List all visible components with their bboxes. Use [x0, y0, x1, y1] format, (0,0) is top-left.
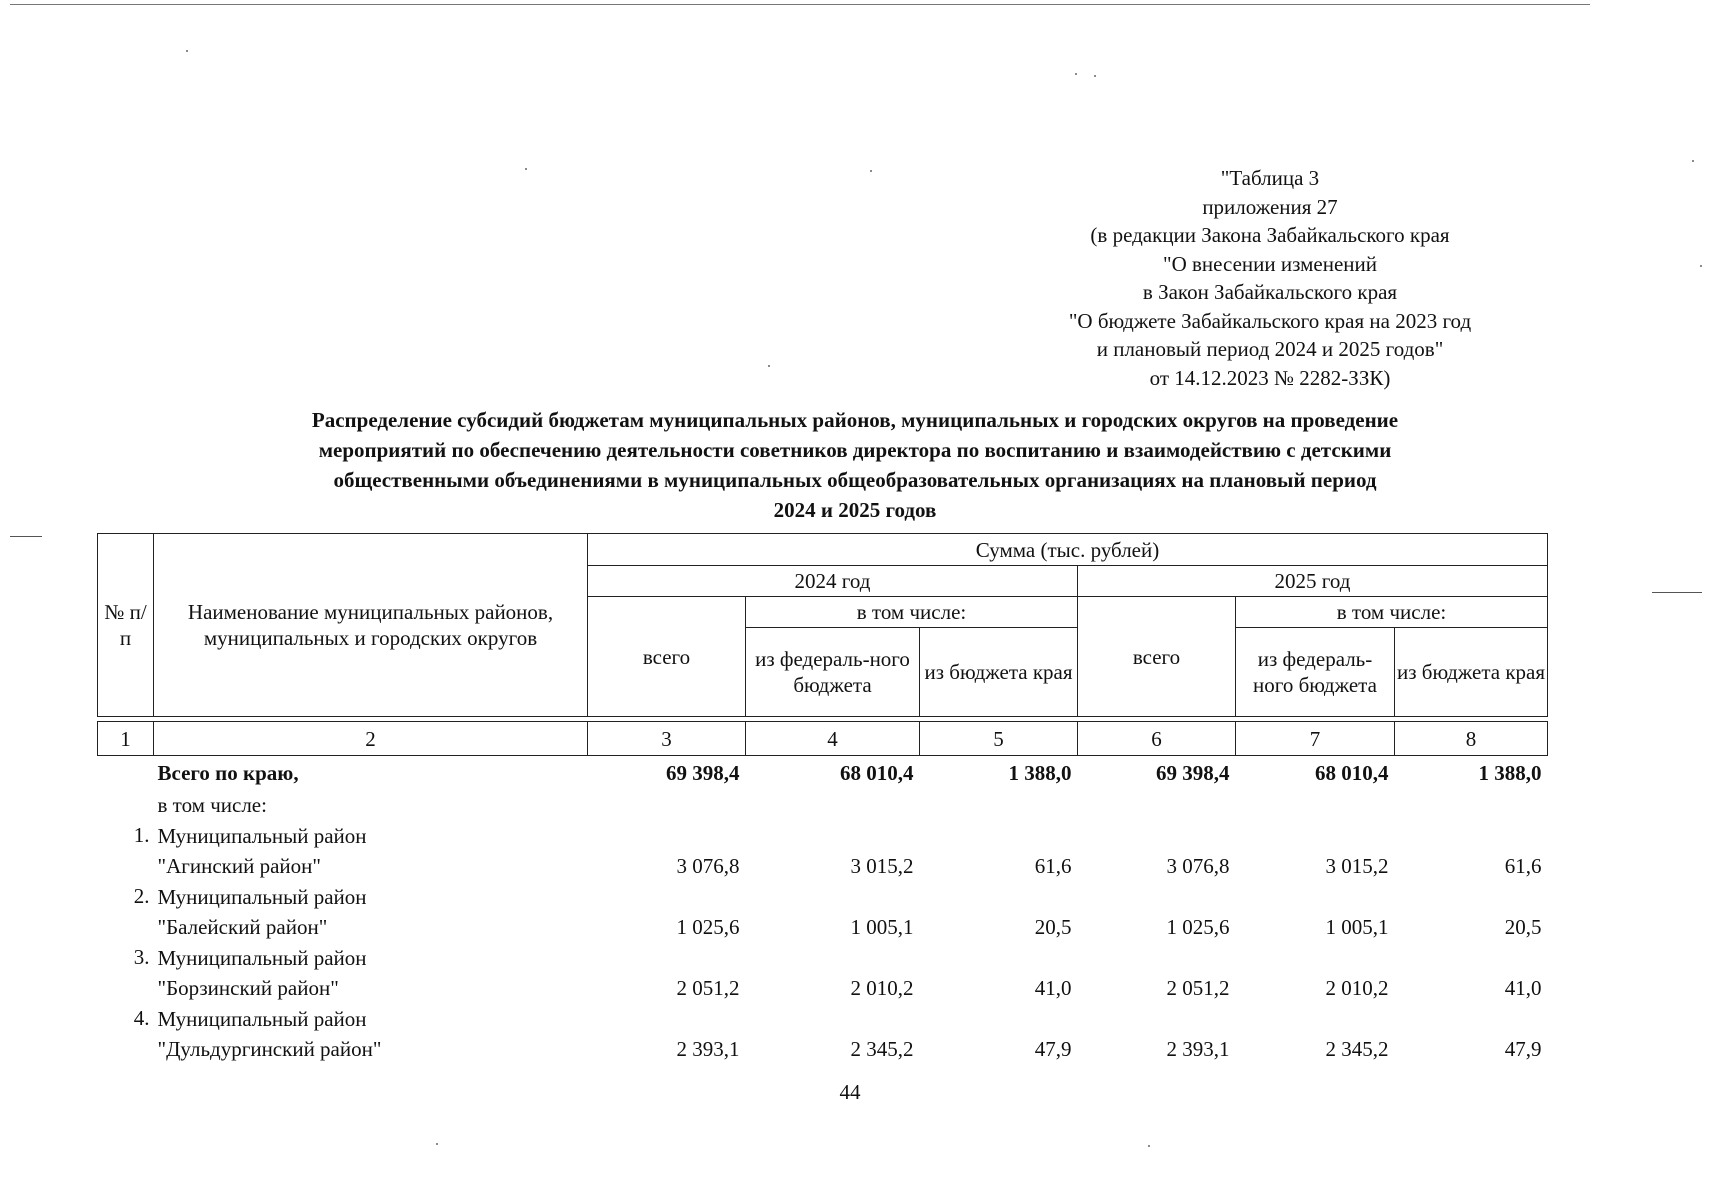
row-index: 2. [133, 884, 150, 908]
column-header-federal-2024: из федераль-ного бюджета [746, 628, 920, 717]
table-row [98, 1003, 1548, 1064]
cell-value: 61,6 [1504, 854, 1542, 878]
cell-value: 47,9 [1034, 1037, 1072, 1061]
cell-value: 2 393,1 [676, 1037, 740, 1061]
table-row [98, 942, 1548, 1003]
column-header-sum: Сумма (тыс. рублей) [588, 534, 1548, 566]
column-number: 7 [1236, 722, 1395, 756]
cell-value: 69 398,4 [1156, 761, 1230, 785]
header-line: "О бюджете Забайкальского края на 2023 год [1068, 308, 1472, 333]
row-name-line: Муниципальный район [157, 1007, 367, 1031]
title-line: мероприятий по обеспечению деятельности советников директора по воспитанию и взаимодействию с детскими [318, 438, 1392, 462]
column-header-name: Наименование муниципальных районов, муниципальных и городских округов [154, 534, 588, 717]
scan-speck [768, 365, 770, 367]
column-header-federal-2025: из федераль-ного бюджета [1236, 628, 1395, 717]
cell-value: 1 005,1 [850, 915, 914, 939]
column-header-total-2024: всего [588, 597, 746, 717]
scan-speck [1692, 160, 1694, 162]
subsidy-table [97, 533, 1548, 1064]
cell-value: 2 051,2 [676, 976, 740, 1000]
cell-value: 68 010,4 [840, 761, 914, 785]
cell-value: 3 015,2 [1325, 854, 1389, 878]
column-number: 3 [588, 722, 746, 756]
cell-value: 2 010,2 [1325, 976, 1389, 1000]
title-line: общественными объединениями в муниципальных общеобразовательных организациях на плановый период [333, 468, 1377, 492]
row-name-line: "Балейский район" [157, 915, 328, 939]
cell-value: 1 025,6 [676, 915, 740, 939]
table-row-including [98, 790, 1548, 820]
scan-speck [436, 1143, 438, 1145]
cell-value: 47,9 [1504, 1037, 1542, 1061]
column-header-including-2024: в том числе: [746, 597, 1078, 628]
table-row-total [98, 756, 1548, 791]
header-line: от 14.12.2023 № 2282-ЗЗК) [1149, 365, 1391, 390]
column-number: 2 [154, 722, 588, 756]
page-number: 44 [839, 1080, 861, 1104]
cell-value: 69 398,4 [666, 761, 740, 785]
row-name [154, 881, 588, 942]
row-index: 1. [133, 823, 150, 847]
header-line: приложения 27 [1202, 194, 1338, 219]
cell-value: 41,0 [1034, 976, 1072, 1000]
column-header-regional-2025: из бюджета края [1395, 628, 1548, 717]
scan-dash-mark [10, 536, 42, 537]
cell-value: 2 345,2 [850, 1037, 914, 1061]
column-number: 5 [920, 722, 1078, 756]
row-name-line: Муниципальный район [157, 824, 367, 848]
column-header-number: № п/п [98, 534, 154, 717]
row-name-line: "Борзинский район" [157, 976, 339, 1000]
column-number: 4 [746, 722, 920, 756]
cell-value: 1 005,1 [1325, 915, 1389, 939]
cell-value: 20,5 [1504, 915, 1542, 939]
row-index: 3. [133, 945, 150, 969]
title-line: 2024 и 2025 годов [773, 498, 937, 522]
column-number: 8 [1395, 722, 1548, 756]
row-name [154, 820, 588, 881]
scan-dash-mark [1652, 592, 1702, 593]
scan-speck [1075, 73, 1077, 75]
cell-value: 3 076,8 [676, 854, 740, 878]
table-row [98, 820, 1548, 881]
cell-value: 1 025,6 [1166, 915, 1230, 939]
scan-edge-line [10, 4, 1590, 5]
row-name [154, 1003, 588, 1064]
scan-speck [870, 170, 872, 172]
row-name-line: Муниципальный район [157, 885, 367, 909]
cell-value: 3 015,2 [850, 854, 914, 878]
cell-value: 1 388,0 [1478, 761, 1542, 785]
title-line: Распределение субсидий бюджетам муниципальных районов, муниципальных и городских округов на проведение [311, 408, 1399, 432]
header-line: (в редакции Закона Забайкальского края [1090, 223, 1450, 247]
document-title [100, 405, 1610, 525]
cell-value: 3 076,8 [1166, 854, 1230, 878]
document-header [900, 164, 1640, 392]
row-name [154, 942, 588, 1003]
row-name-line: "Агинский район" [157, 854, 321, 878]
scan-speck [186, 50, 188, 52]
header-line: в Закон Забайкальского края [1142, 280, 1398, 304]
cell-value: 41,0 [1504, 976, 1542, 1000]
column-header-year-2024: 2024 год [588, 566, 1078, 597]
scan-speck [525, 168, 527, 170]
cell-value: 2 051,2 [1166, 976, 1230, 1000]
header-line: "Таблица 3 [1220, 166, 1320, 190]
row-name-line: "Дульдургинский район" [157, 1037, 382, 1061]
table-row [98, 881, 1548, 942]
column-number: 1 [98, 722, 154, 756]
column-header-regional-2024: из бюджета края [920, 628, 1078, 717]
cell-value: 68 010,4 [1315, 761, 1389, 785]
column-number: 6 [1078, 722, 1236, 756]
cell-value: 2 010,2 [850, 976, 914, 1000]
row-name: Всего по краю, [157, 761, 299, 785]
column-header-year-2025: 2025 год [1078, 566, 1548, 597]
row-name-line: Муниципальный район [157, 946, 367, 970]
cell-value: 2 345,2 [1325, 1037, 1389, 1061]
scan-speck [1148, 1145, 1150, 1147]
scan-speck [1094, 75, 1096, 77]
scan-speck [1700, 265, 1702, 267]
cell-value: 61,6 [1034, 854, 1072, 878]
column-header-including-2025: в том числе: [1236, 597, 1548, 628]
header-line: и плановый период 2024 и 2025 годов" [1096, 337, 1444, 361]
cell-value: 20,5 [1034, 915, 1072, 939]
cell-value: 1 388,0 [1008, 761, 1072, 785]
row-index: 4. [133, 1006, 150, 1030]
row-including-label: в том числе: [157, 793, 267, 817]
cell-value: 2 393,1 [1166, 1037, 1230, 1061]
column-header-total-2025: всего [1078, 597, 1236, 717]
header-line: "О внесении изменений [1163, 251, 1377, 276]
